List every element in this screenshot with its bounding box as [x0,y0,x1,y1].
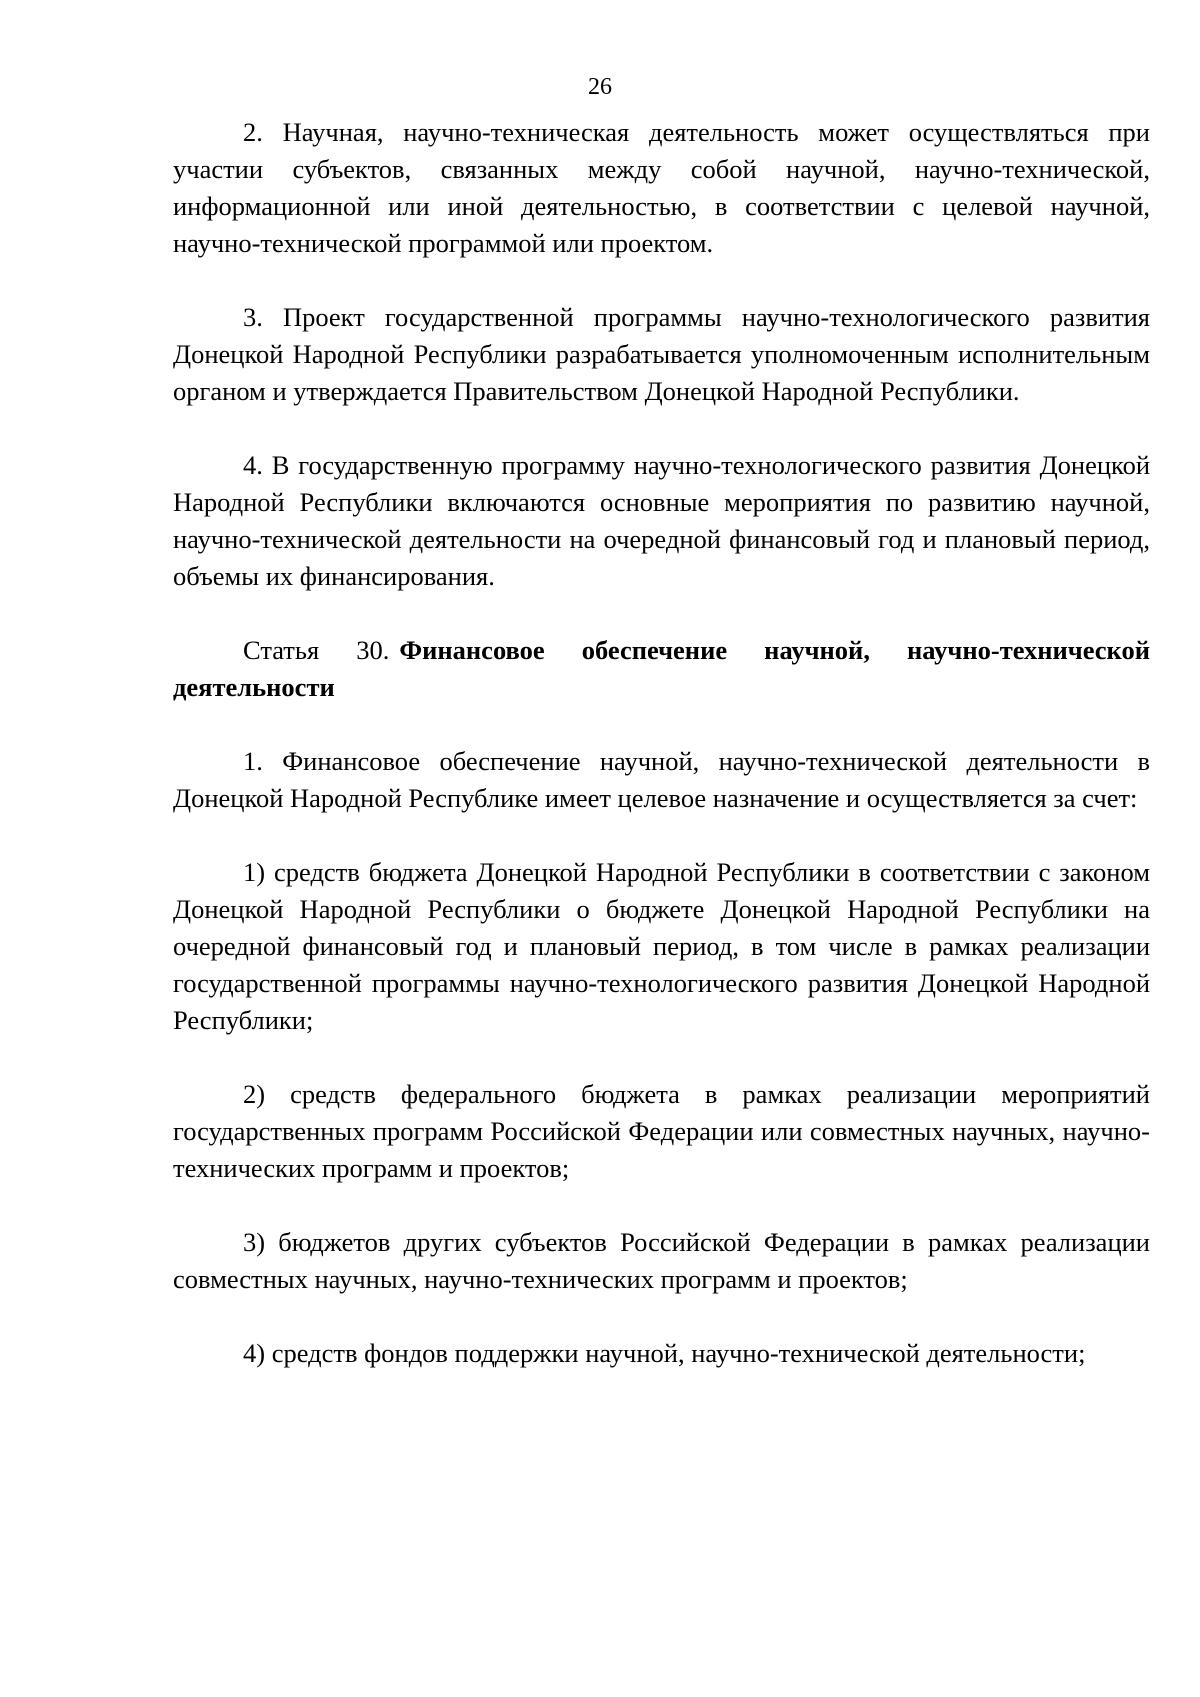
paragraph-gap [173,706,1150,743]
clause-1: 1. Финансовое обеспечение научной, научно-технической деятельности в Донецкой Народной Республике имеет целевое назначение и осуществляется за счет: [173,746,1150,813]
paragraph-gap [173,410,1150,447]
paragraph-gap [173,262,1150,299]
paragraph-gap [173,1039,1150,1076]
paragraph-2: 2. Научная, научно-техническая деятельность может осуществляться при участии субъектов, связанных между собой научной, научно-технической, информационной или иной деятельностью, в соответствии с целевой научной, научно-технической программой или проектом. [173,117,1150,258]
article-title: Финансовое обеспечение научной, научно-технической деятельности [173,635,1150,702]
article-label: Статья 30. [243,635,390,665]
paragraph-gap [173,595,1150,632]
paragraph-gap [173,1187,1150,1224]
paragraph-4: 4. В государственную программу научно-технологического развития Донецкой Народной Республики включаются основные мероприятия по развитию научной, научно-технической деятельности на очередной финансовый год и плановый период, объемы их финансирования. [173,450,1150,591]
list-item-2: 2) средств федерального бюджета в рамках реализации мероприятий государственных программ Российской Федерации или совместных научных, научно-технических программ и проектов; [173,1079,1150,1183]
list-item-4: 4) средств фондов поддержки научной, научно-технической деятельности; [243,1338,1086,1368]
article-heading [173,632,1150,706]
page-content [173,114,1150,1372]
paragraph-gap [173,1298,1150,1335]
page-number: 26 [588,74,612,100]
paragraph-gap [173,817,1150,854]
list-item-3: 3) бюджетов других субъектов Российской Федерации в рамках реализации совместных научных, научно-технических программ и проектов; [173,1227,1150,1294]
list-item-1: 1) средств бюджета Донецкой Народной Республики в соответствии с законом Донецкой Народной Республики о бюджете Донецкой Народной Республики на очередной финансовый год и плановый период, в том числе в рамках реализации государственной программы научно-технологического развития Донецкой Народной Республики; [173,857,1150,1035]
paragraph-3: 3. Проект государственной программы научно-технологического развития Донецкой Народной Республики разрабатывается уполномоченным исполнительным органом и утверждается Правительством Донецкой Народной Республики. [173,302,1150,406]
